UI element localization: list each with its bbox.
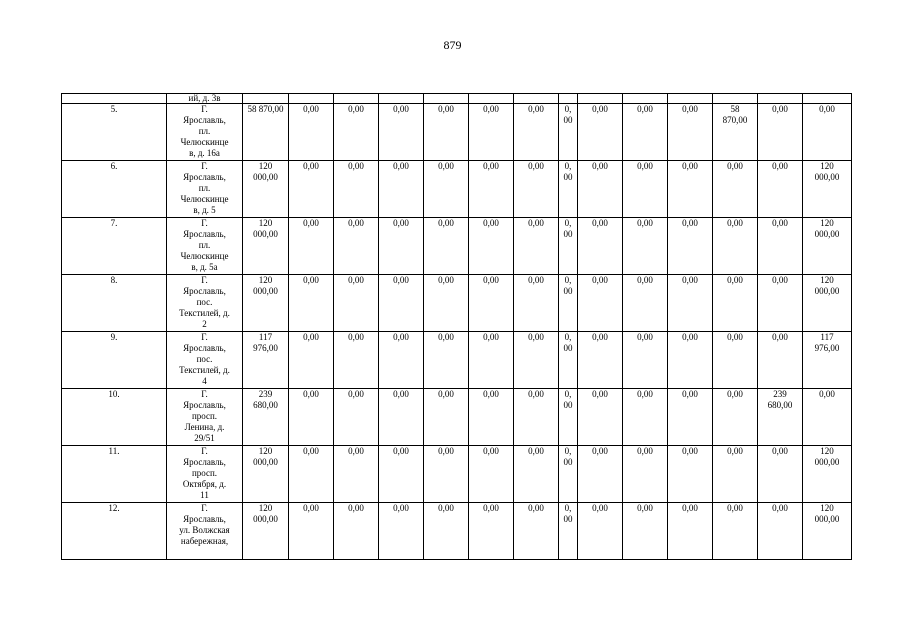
value-cell: 0, 00 (559, 218, 578, 275)
row-number: 5. (62, 104, 167, 161)
table-row (62, 104, 852, 161)
value-cell: 0, 00 (559, 446, 578, 503)
value-cell: 0,00 (758, 503, 803, 560)
value-cell: 0, 00 (559, 275, 578, 332)
row-address: Г. Ярославль, просп. Ленина, д. 29/51 (167, 389, 243, 446)
value-cell: 0,00 (713, 389, 758, 446)
value-cell: 0,00 (379, 104, 424, 161)
value-cell: 0,00 (424, 104, 469, 161)
value-cell: 0,00 (334, 161, 379, 218)
value-cell: 120 000,00 (803, 218, 852, 275)
table-row (62, 218, 852, 275)
table-row (62, 332, 852, 389)
table-row (62, 503, 852, 560)
value-cell: 0,00 (289, 161, 334, 218)
value-cell: 0,00 (289, 275, 334, 332)
value-cell: 0,00 (758, 104, 803, 161)
value-cell: 0,00 (514, 503, 559, 560)
value-cell: 0,00 (469, 503, 514, 560)
value-cell: 120 000,00 (243, 161, 289, 218)
value-cell: 0,00 (623, 104, 668, 161)
value-cell: 0,00 (379, 275, 424, 332)
value-cell: 0,00 (334, 104, 379, 161)
value-cell: 0,00 (514, 389, 559, 446)
value-cell: 117 976,00 (803, 332, 852, 389)
value-cell: 0,00 (578, 503, 623, 560)
value-cell: 120 000,00 (243, 503, 289, 560)
page-number: 879 (443, 38, 462, 52)
row-number: 8. (62, 275, 167, 332)
value-cell: 0,00 (713, 446, 758, 503)
value-cell: 0,00 (469, 275, 514, 332)
value-cell: 120 000,00 (243, 446, 289, 503)
value-cell: 0,00 (713, 503, 758, 560)
value-cell: 0,00 (578, 446, 623, 503)
value-cell: 0,00 (334, 275, 379, 332)
value-cell: 0,00 (713, 275, 758, 332)
row-number: 11. (62, 446, 167, 503)
value-cell: 0,00 (469, 389, 514, 446)
value-cell: 0,00 (469, 218, 514, 275)
value-cell: 239 680,00 (758, 389, 803, 446)
value-cell: 0,00 (289, 104, 334, 161)
value-cell: 0,00 (469, 446, 514, 503)
value-cell: 0,00 (578, 161, 623, 218)
value-cell: 0,00 (424, 218, 469, 275)
value-cell: 0,00 (424, 446, 469, 503)
row-address: Г. Ярославль, пос. Текстилей, д. 4 (167, 332, 243, 389)
continuation-row (62, 94, 852, 104)
value-cell: 0,00 (379, 332, 424, 389)
value-cell: 0,00 (713, 218, 758, 275)
value-cell: 120 000,00 (803, 275, 852, 332)
value-cell: 0,00 (334, 218, 379, 275)
row-number: 10. (62, 389, 167, 446)
value-cell: 0,00 (514, 104, 559, 161)
value-cell: 0,00 (424, 389, 469, 446)
value-cell: 0,00 (289, 332, 334, 389)
value-cell: 0,00 (668, 503, 713, 560)
value-cell: 0,00 (758, 446, 803, 503)
value-cell: 0,00 (334, 503, 379, 560)
value-cell: 120 000,00 (243, 275, 289, 332)
value-cell: 0,00 (289, 389, 334, 446)
row-address: Г. Ярославль, ул. Волжская набережная, (167, 503, 243, 560)
value-cell: 0,00 (469, 161, 514, 218)
value-cell: 0,00 (758, 218, 803, 275)
row-address: Г. Ярославль, пос. Текстилей, д. 2 (167, 275, 243, 332)
value-cell: 0,00 (623, 332, 668, 389)
value-cell: 0,00 (514, 446, 559, 503)
value-cell: 0,00 (514, 218, 559, 275)
value-cell: 0,00 (623, 503, 668, 560)
value-cell: 120 000,00 (803, 446, 852, 503)
value-cell: 0,00 (803, 389, 852, 446)
value-cell: 0,00 (758, 332, 803, 389)
value-cell: 0,00 (623, 275, 668, 332)
row-address: Г. Ярославль, пл. Челюскинце в, д. 5а (167, 218, 243, 275)
value-cell: 0, 00 (559, 104, 578, 161)
value-cell: 0,00 (289, 446, 334, 503)
value-cell: 0,00 (803, 104, 852, 161)
value-cell: 0,00 (578, 389, 623, 446)
value-cell: 0,00 (758, 275, 803, 332)
table-row (62, 389, 852, 446)
value-cell: 0,00 (668, 332, 713, 389)
row-number: 7. (62, 218, 167, 275)
value-cell: 58 870,00 (243, 104, 289, 161)
value-cell: 0,00 (424, 332, 469, 389)
value-cell: 0,00 (668, 275, 713, 332)
value-cell: 0,00 (334, 389, 379, 446)
value-cell: 0,00 (623, 218, 668, 275)
row-address: Г. Ярославль, просп. Октября, д. 11 (167, 446, 243, 503)
row-number: 9. (62, 332, 167, 389)
value-cell: 120 000,00 (243, 218, 289, 275)
table-row (62, 446, 852, 503)
value-cell: 0,00 (514, 161, 559, 218)
value-cell: 120 000,00 (803, 503, 852, 560)
data-table (61, 93, 852, 560)
value-cell: 0,00 (424, 161, 469, 218)
value-cell: 0,00 (668, 104, 713, 161)
row-address: Г. Ярославль, пл. Челюскинце в, д. 5 (167, 161, 243, 218)
value-cell: 0, 00 (559, 332, 578, 389)
value-cell: 0, 00 (559, 503, 578, 560)
value-cell: 0,00 (379, 161, 424, 218)
value-cell: 0,00 (379, 218, 424, 275)
row-address: Г. Ярославль, пл. Челюскинце в, д. 16а (167, 104, 243, 161)
value-cell: 0,00 (668, 161, 713, 218)
value-cell: 117 976,00 (243, 332, 289, 389)
value-cell: 0,00 (289, 503, 334, 560)
table-row (62, 275, 852, 332)
value-cell: 0,00 (578, 104, 623, 161)
value-cell: 0,00 (578, 218, 623, 275)
value-cell: 0, 00 (559, 161, 578, 218)
value-cell: 0,00 (623, 389, 668, 446)
value-cell: 0,00 (623, 161, 668, 218)
value-cell: 0,00 (424, 275, 469, 332)
value-cell: 0,00 (578, 332, 623, 389)
value-cell: 0,00 (514, 275, 559, 332)
table-row (62, 161, 852, 218)
value-cell: 0,00 (334, 446, 379, 503)
value-cell: 0,00 (713, 161, 758, 218)
value-cell: 0,00 (668, 218, 713, 275)
value-cell: 0,00 (623, 446, 668, 503)
value-cell: 58 870,00 (713, 104, 758, 161)
value-cell: 0,00 (668, 446, 713, 503)
value-cell: 0,00 (713, 332, 758, 389)
value-cell: 239 680,00 (243, 389, 289, 446)
value-cell: 0,00 (758, 161, 803, 218)
value-cell: 0,00 (514, 332, 559, 389)
row-number: 6. (62, 161, 167, 218)
value-cell: 0,00 (379, 446, 424, 503)
value-cell: 0,00 (469, 332, 514, 389)
value-cell: 120 000,00 (803, 161, 852, 218)
value-cell: 0, 00 (559, 389, 578, 446)
value-cell: 0,00 (289, 218, 334, 275)
continuation-address: ий, д. 3в (167, 94, 243, 104)
value-cell: 0,00 (334, 332, 379, 389)
value-cell: 0,00 (424, 503, 469, 560)
value-cell: 0,00 (469, 104, 514, 161)
row-number: 12. (62, 503, 167, 560)
value-cell: 0,00 (578, 275, 623, 332)
value-cell: 0,00 (379, 503, 424, 560)
value-cell: 0,00 (668, 389, 713, 446)
value-cell: 0,00 (379, 389, 424, 446)
